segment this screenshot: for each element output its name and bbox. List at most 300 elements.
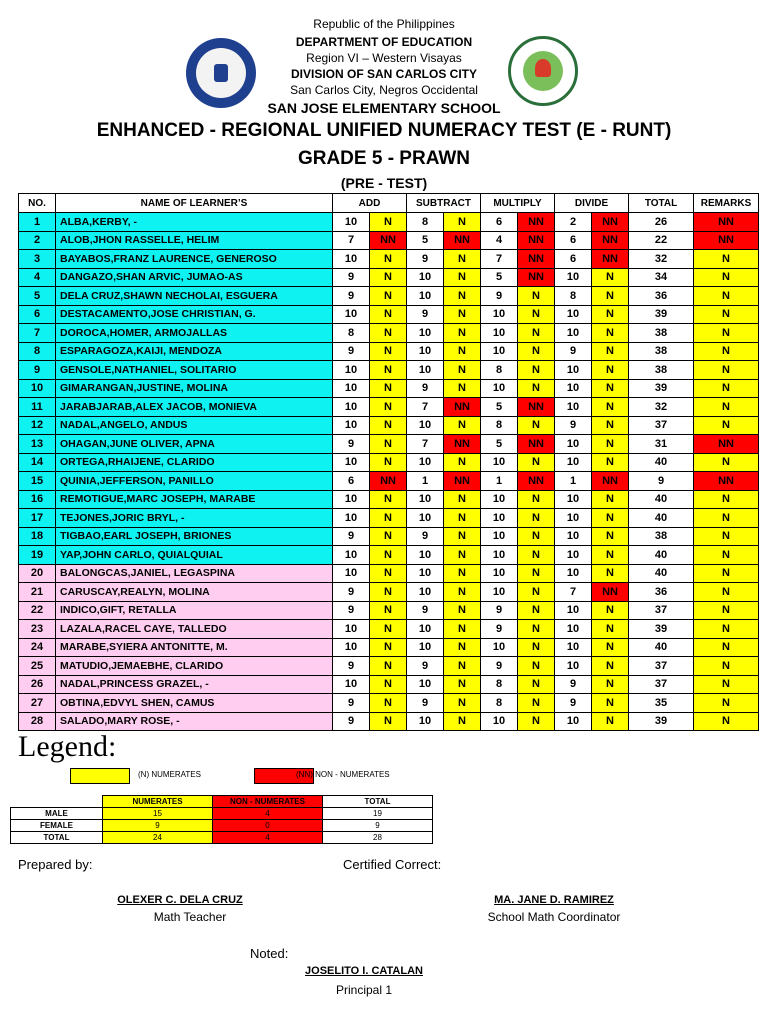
div-score: 10	[555, 324, 592, 343]
div-score: 10	[555, 490, 592, 509]
sub-flag: N	[444, 453, 481, 472]
table-row	[19, 583, 759, 602]
sub-flag: N	[444, 305, 481, 324]
learner-name: NADAL,PRINCESS GRAZEL, -	[56, 675, 333, 694]
school-name: SAN JOSE ELEMENTARY SCHOOL	[267, 100, 501, 116]
add-score: 10	[333, 675, 370, 694]
sub-score: 10	[407, 416, 444, 435]
remarks: N	[694, 398, 759, 417]
learner-number: 28	[19, 712, 56, 731]
div-score: 10	[555, 657, 592, 676]
total-score: 38	[629, 361, 694, 380]
learner-number: 18	[19, 527, 56, 546]
div-score: 9	[555, 416, 592, 435]
total-score: 38	[629, 342, 694, 361]
learner-number: 16	[19, 490, 56, 509]
mul-flag: N	[518, 324, 555, 343]
total-score: 32	[629, 398, 694, 417]
learner-name: NADAL,ANGELO, ANDUS	[56, 416, 333, 435]
mul-score: 5	[481, 435, 518, 454]
summary-table	[10, 795, 433, 844]
mul-flag: N	[518, 379, 555, 398]
noted-name: JOSELITO I. CATALAN	[305, 965, 423, 977]
sub-score: 10	[407, 712, 444, 731]
div-flag: N	[592, 342, 629, 361]
add-score: 10	[333, 213, 370, 232]
add-score: 9	[333, 657, 370, 676]
sub-score: 7	[407, 435, 444, 454]
remarks: N	[694, 324, 759, 343]
mul-score: 9	[481, 620, 518, 639]
school-seal-logo	[508, 36, 578, 106]
mul-score: 1	[481, 472, 518, 491]
remarks: N	[694, 694, 759, 713]
table-row	[19, 305, 759, 324]
learner-number: 27	[19, 694, 56, 713]
div-flag: N	[592, 361, 629, 380]
remarks: N	[694, 564, 759, 583]
sub-score: 10	[407, 342, 444, 361]
grade-section: GRADE 5 - PRAWN	[297, 148, 471, 169]
sub-flag: NN	[444, 231, 481, 250]
learner-number: 19	[19, 546, 56, 565]
total-score: 39	[629, 620, 694, 639]
div-score: 7	[555, 583, 592, 602]
summary-total: 28	[323, 832, 433, 844]
mul-score: 10	[481, 564, 518, 583]
div-score: 10	[555, 361, 592, 380]
mul-flag: NN	[518, 213, 555, 232]
mul-score: 10	[481, 546, 518, 565]
mul-score: 9	[481, 287, 518, 306]
legend-numerates-swatch	[70, 768, 130, 784]
header-total: TOTAL	[629, 194, 694, 213]
add-flag: N	[370, 213, 407, 232]
mul-flag: N	[518, 546, 555, 565]
total-score: 37	[629, 601, 694, 620]
div-flag: N	[592, 509, 629, 528]
sub-flag: N	[444, 342, 481, 361]
results-table	[18, 193, 759, 731]
learner-number: 23	[19, 620, 56, 639]
div-flag: N	[592, 527, 629, 546]
learner-name: ORTEGA,RHAIJENE, CLARIDO	[56, 453, 333, 472]
header-multiply: MULTIPLY	[481, 194, 555, 213]
mul-flag: NN	[518, 435, 555, 454]
learner-number: 20	[19, 564, 56, 583]
mul-flag: N	[518, 453, 555, 472]
mul-score: 8	[481, 361, 518, 380]
learner-name: CARUSCAY,REALYN, MOLINA	[56, 583, 333, 602]
div-score: 2	[555, 213, 592, 232]
div-score: 1	[555, 472, 592, 491]
learner-name: TIGBAO,EARL JOSEPH, BRIONES	[56, 527, 333, 546]
remarks: N	[694, 657, 759, 676]
sub-score: 8	[407, 213, 444, 232]
learner-name: DELA CRUZ,SHAWN NECHOLAI, ESGUERA	[56, 287, 333, 306]
table-row	[19, 564, 759, 583]
learner-number: 15	[19, 472, 56, 491]
sub-score: 9	[407, 379, 444, 398]
learner-name: SALADO,MARY ROSE, -	[56, 712, 333, 731]
learner-number: 5	[19, 287, 56, 306]
div-flag: N	[592, 287, 629, 306]
div-score: 10	[555, 509, 592, 528]
certified-name: MA. JANE D. RAMIREZ	[494, 894, 614, 906]
add-score: 9	[333, 287, 370, 306]
remarks: N	[694, 416, 759, 435]
mul-score: 8	[481, 694, 518, 713]
mul-flag: N	[518, 694, 555, 713]
learner-name: LAZALA,RACEL CAYE, TALLEDO	[56, 620, 333, 639]
add-score: 7	[333, 231, 370, 250]
sub-score: 7	[407, 398, 444, 417]
table-row	[19, 694, 759, 713]
total-score: 9	[629, 472, 694, 491]
div-score: 10	[555, 398, 592, 417]
sub-score: 1	[407, 472, 444, 491]
sub-score: 5	[407, 231, 444, 250]
learner-number: 21	[19, 583, 56, 602]
summary-non-numerates: 4	[213, 832, 323, 844]
table-row	[19, 379, 759, 398]
add-score: 9	[333, 268, 370, 287]
remarks: N	[694, 583, 759, 602]
div-score: 10	[555, 453, 592, 472]
mul-flag: N	[518, 287, 555, 306]
div-score: 10	[555, 527, 592, 546]
remarks: NN	[694, 435, 759, 454]
mul-score: 9	[481, 601, 518, 620]
add-flag: N	[370, 638, 407, 657]
learner-name: INDICO,GIFT, RETALLA	[56, 601, 333, 620]
div-flag: N	[592, 546, 629, 565]
add-flag: N	[370, 324, 407, 343]
mul-score: 10	[481, 527, 518, 546]
learner-number: 17	[19, 509, 56, 528]
mul-flag: N	[518, 657, 555, 676]
sub-flag: N	[444, 657, 481, 676]
learner-name: ALBA,KERBY, -	[56, 213, 333, 232]
learner-name: ALOB,JHON RASSELLE, HELIM	[56, 231, 333, 250]
add-flag: N	[370, 509, 407, 528]
sub-flag: N	[444, 324, 481, 343]
legend-title: Legend:	[18, 730, 117, 763]
remarks: N	[694, 490, 759, 509]
sub-flag: N	[444, 546, 481, 565]
summary-numerates: 9	[103, 820, 213, 832]
header-name: NAME OF LEARNER’S	[56, 194, 333, 213]
add-score: 10	[333, 546, 370, 565]
mul-flag: N	[518, 712, 555, 731]
summary-header-row	[11, 796, 433, 808]
table-row	[19, 250, 759, 269]
sub-score: 10	[407, 509, 444, 528]
mul-score: 10	[481, 490, 518, 509]
learner-name: MARABE,SYIERA ANTONITTE, M.	[56, 638, 333, 657]
sub-flag: N	[444, 712, 481, 731]
prepared-title: Math Teacher	[153, 910, 227, 924]
learner-name: YAP,JOHN CARLO, QUIALQUIAL	[56, 546, 333, 565]
add-flag: N	[370, 583, 407, 602]
add-flag: NN	[370, 472, 407, 491]
add-score: 10	[333, 490, 370, 509]
mul-flag: NN	[518, 231, 555, 250]
summary-row-male	[11, 808, 433, 820]
total-score: 39	[629, 305, 694, 324]
learner-name: DANGAZO,SHAN ARVIC, JUMAO-AS	[56, 268, 333, 287]
sub-flag: N	[444, 638, 481, 657]
summary-non-numerates: 0	[213, 820, 323, 832]
sub-flag: N	[444, 287, 481, 306]
test-type: (PRE - TEST)	[340, 175, 428, 191]
sub-flag: N	[444, 416, 481, 435]
summary-header-numerates: NUMERATES	[103, 796, 213, 808]
header-city: San Carlos City, Negros Occidental	[290, 83, 478, 97]
mul-flag: N	[518, 638, 555, 657]
total-score: 31	[629, 435, 694, 454]
sub-score: 10	[407, 564, 444, 583]
total-score: 35	[629, 694, 694, 713]
div-score: 9	[555, 675, 592, 694]
total-score: 39	[629, 712, 694, 731]
learner-name: QUINIA,JEFFERSON, PANILLO	[56, 472, 333, 491]
mul-flag: NN	[518, 268, 555, 287]
learner-number: 4	[19, 268, 56, 287]
learner-name: JARABJARAB,ALEX JACOB, MONIEVA	[56, 398, 333, 417]
total-score: 40	[629, 453, 694, 472]
noted-label: Noted:	[250, 946, 289, 961]
learner-number: 26	[19, 675, 56, 694]
header-region: Region VI – Western Visayas	[306, 51, 462, 65]
div-flag: N	[592, 398, 629, 417]
mul-flag: NN	[518, 398, 555, 417]
remarks: NN	[694, 472, 759, 491]
total-score: 38	[629, 527, 694, 546]
mul-score: 10	[481, 453, 518, 472]
add-score: 10	[333, 305, 370, 324]
div-score: 10	[555, 620, 592, 639]
sub-flag: N	[444, 675, 481, 694]
noted-title: Principal 1	[335, 983, 393, 997]
mul-score: 10	[481, 638, 518, 657]
sub-flag: N	[444, 379, 481, 398]
total-score: 34	[629, 268, 694, 287]
remarks: N	[694, 509, 759, 528]
div-flag: N	[592, 620, 629, 639]
div-score: 10	[555, 435, 592, 454]
summary-header-blank	[11, 796, 103, 808]
add-flag: N	[370, 527, 407, 546]
table-row	[19, 472, 759, 491]
div-flag: N	[592, 490, 629, 509]
prepared-name: OLEXER C. DELA CRUZ	[117, 894, 243, 906]
table-row	[19, 657, 759, 676]
remarks: N	[694, 601, 759, 620]
table-row	[19, 712, 759, 731]
table-row	[19, 361, 759, 380]
sub-score: 10	[407, 638, 444, 657]
sub-flag: NN	[444, 472, 481, 491]
legend-non-numerates-label: (NN) NON - NUMERATES	[296, 770, 390, 779]
table-header-row	[19, 194, 759, 213]
add-flag: N	[370, 379, 407, 398]
learner-name: DOROCA,HOMER, ARMOJALLAS	[56, 324, 333, 343]
add-score: 8	[333, 324, 370, 343]
div-score: 10	[555, 268, 592, 287]
learner-number: 22	[19, 601, 56, 620]
total-score: 26	[629, 213, 694, 232]
learner-number: 3	[19, 250, 56, 269]
table-row	[19, 231, 759, 250]
mul-flag: N	[518, 305, 555, 324]
add-flag: N	[370, 694, 407, 713]
sub-score: 10	[407, 268, 444, 287]
div-flag: N	[592, 268, 629, 287]
div-flag: N	[592, 712, 629, 731]
add-flag: N	[370, 287, 407, 306]
div-score: 10	[555, 638, 592, 657]
learner-name: BAYABOS,FRANZ LAURENCE, GENEROSO	[56, 250, 333, 269]
remarks: N	[694, 361, 759, 380]
add-flag: N	[370, 657, 407, 676]
table-row	[19, 546, 759, 565]
summary-total: 19	[323, 808, 433, 820]
table-row	[19, 287, 759, 306]
table-row	[19, 268, 759, 287]
mul-score: 9	[481, 657, 518, 676]
learner-number: 1	[19, 213, 56, 232]
remarks: NN	[694, 231, 759, 250]
learner-name: OBTINA,EDVYL SHEN, CAMUS	[56, 694, 333, 713]
header-republic: Republic of the Philippines	[313, 17, 455, 31]
learner-number: 11	[19, 398, 56, 417]
remarks: N	[694, 527, 759, 546]
header-no: NO.	[19, 194, 56, 213]
div-score: 8	[555, 287, 592, 306]
div-score: 10	[555, 379, 592, 398]
div-flag: N	[592, 379, 629, 398]
total-score: 40	[629, 638, 694, 657]
sub-flag: NN	[444, 398, 481, 417]
add-flag: N	[370, 250, 407, 269]
sub-score: 10	[407, 324, 444, 343]
summary-label: TOTAL	[11, 832, 103, 844]
add-score: 9	[333, 694, 370, 713]
add-flag: N	[370, 453, 407, 472]
total-score: 40	[629, 509, 694, 528]
div-flag: N	[592, 657, 629, 676]
add-flag: N	[370, 490, 407, 509]
summary-label: MALE	[11, 808, 103, 820]
document-title: ENHANCED - REGIONAL UNIFIED NUMERACY TEST (E - RUNT)	[96, 120, 672, 141]
sub-score: 9	[407, 694, 444, 713]
sub-score: 9	[407, 305, 444, 324]
table-row	[19, 213, 759, 232]
sub-flag: N	[444, 527, 481, 546]
mul-flag: N	[518, 342, 555, 361]
sub-score: 10	[407, 361, 444, 380]
div-flag: N	[592, 416, 629, 435]
mul-flag: N	[518, 620, 555, 639]
add-flag: N	[370, 305, 407, 324]
mul-score: 10	[481, 379, 518, 398]
mul-score: 10	[481, 305, 518, 324]
summary-numerates: 24	[103, 832, 213, 844]
mul-score: 5	[481, 268, 518, 287]
total-score: 22	[629, 231, 694, 250]
remarks: N	[694, 268, 759, 287]
remarks: N	[694, 453, 759, 472]
div-score: 9	[555, 694, 592, 713]
add-score: 10	[333, 620, 370, 639]
add-flag: N	[370, 712, 407, 731]
header-remarks: REMARKS	[694, 194, 759, 213]
add-flag: N	[370, 416, 407, 435]
table-row	[19, 675, 759, 694]
mul-score: 10	[481, 324, 518, 343]
header-department: DEPARTMENT OF EDUCATION	[295, 35, 473, 49]
learner-number: 9	[19, 361, 56, 380]
learner-name: TEJONES,JORIC BRYL, -	[56, 509, 333, 528]
add-score: 10	[333, 379, 370, 398]
remarks: N	[694, 620, 759, 639]
sub-flag: N	[444, 583, 481, 602]
deped-seal-logo	[186, 38, 256, 108]
sub-flag: N	[444, 268, 481, 287]
remarks: N	[694, 342, 759, 361]
sub-score: 10	[407, 490, 444, 509]
learner-name: BALONGCAS,JANIEL, LEGASPINA	[56, 564, 333, 583]
mul-flag: N	[518, 564, 555, 583]
table-row	[19, 620, 759, 639]
sub-score: 10	[407, 583, 444, 602]
learner-number: 25	[19, 657, 56, 676]
learner-number: 12	[19, 416, 56, 435]
sub-score: 10	[407, 620, 444, 639]
add-flag: N	[370, 268, 407, 287]
learner-number: 8	[19, 342, 56, 361]
total-score: 36	[629, 583, 694, 602]
sub-flag: N	[444, 490, 481, 509]
learner-number: 10	[19, 379, 56, 398]
add-score: 9	[333, 712, 370, 731]
sub-score: 9	[407, 601, 444, 620]
div-flag: NN	[592, 472, 629, 491]
sub-flag: N	[444, 361, 481, 380]
table-row	[19, 435, 759, 454]
div-flag: N	[592, 324, 629, 343]
add-score: 9	[333, 435, 370, 454]
mul-flag: NN	[518, 472, 555, 491]
total-score: 40	[629, 490, 694, 509]
learner-number: 24	[19, 638, 56, 657]
learner-name: GENSOLE,NATHANIEL, SOLITARIO	[56, 361, 333, 380]
table-row	[19, 342, 759, 361]
table-row	[19, 490, 759, 509]
summary-label: FEMALE	[11, 820, 103, 832]
total-score: 40	[629, 564, 694, 583]
sub-flag: N	[444, 694, 481, 713]
mul-score: 8	[481, 675, 518, 694]
learner-number: 6	[19, 305, 56, 324]
header-divide: DIVIDE	[555, 194, 629, 213]
div-score: 10	[555, 564, 592, 583]
sub-score: 10	[407, 546, 444, 565]
legend-numerates-label: (N) NUMERATES	[138, 770, 201, 779]
table-row	[19, 416, 759, 435]
header-add: ADD	[333, 194, 407, 213]
